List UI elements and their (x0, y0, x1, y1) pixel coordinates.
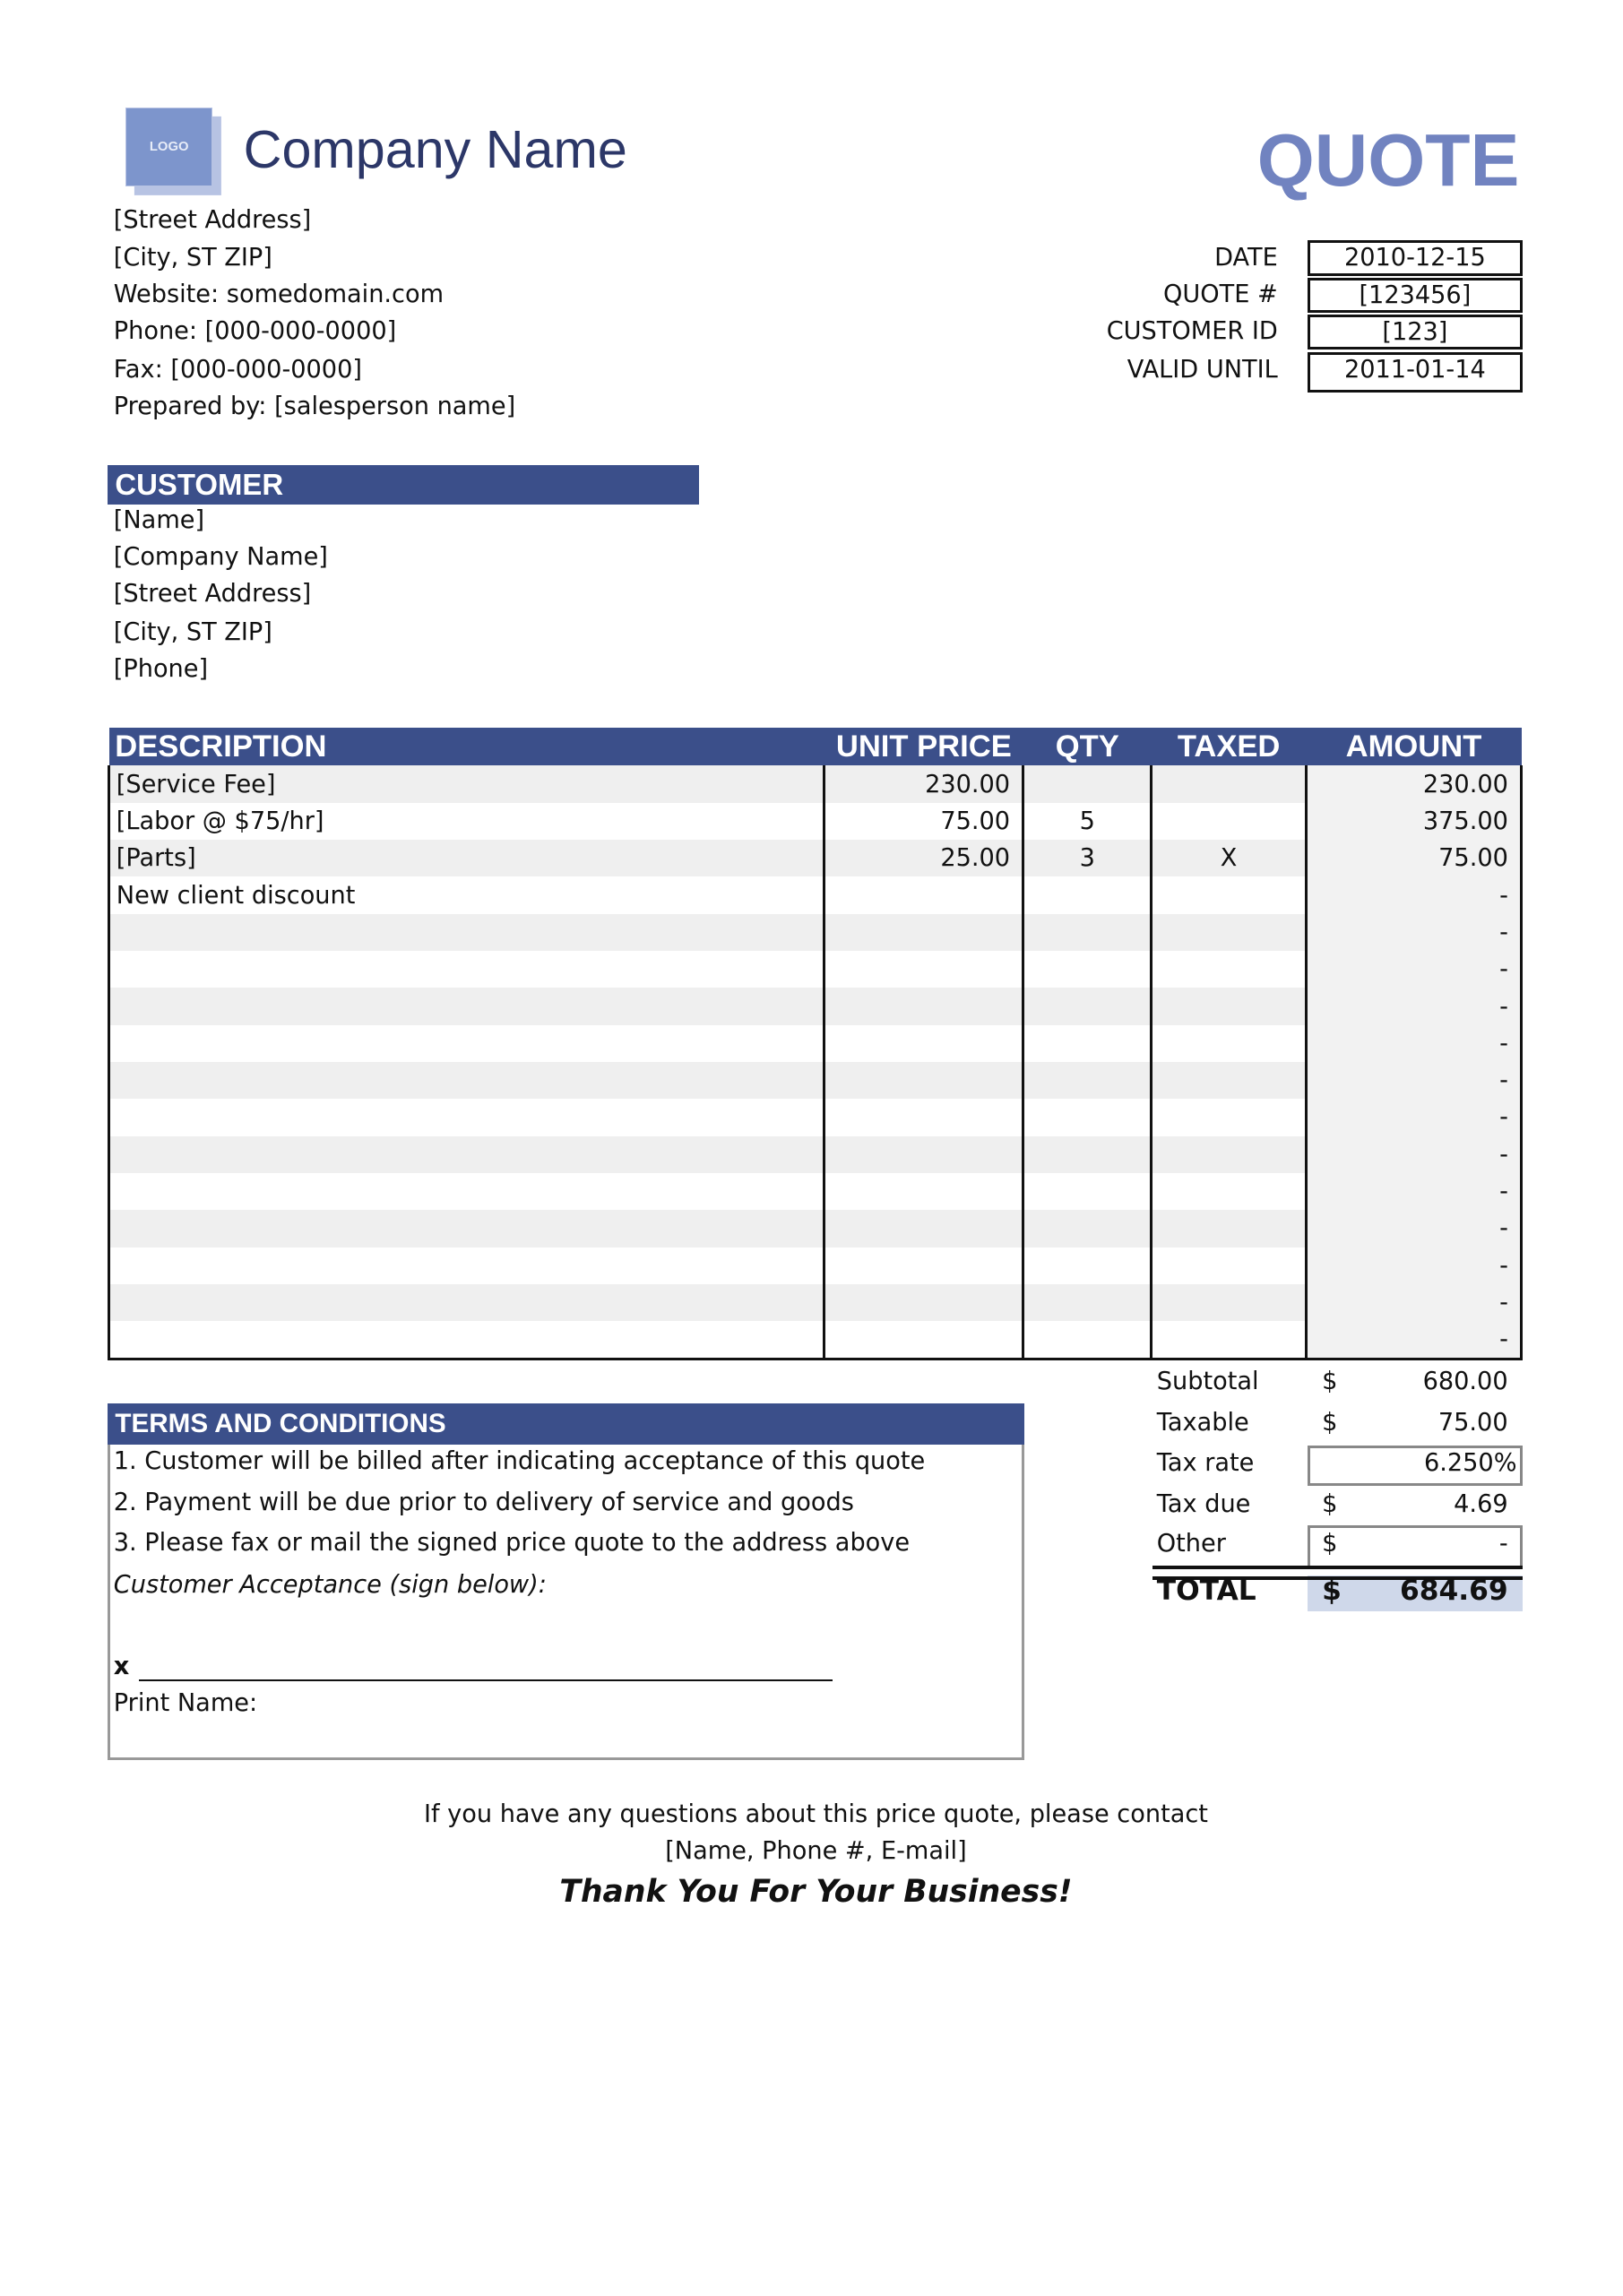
amount-cell: - (1306, 914, 1521, 951)
footer-contact-details: [Name, Phone #, E-mail] (665, 1836, 967, 1865)
description-cell[interactable]: [Parts] (109, 840, 824, 876)
header-unit-price: UNIT PRICE (824, 728, 1023, 766)
table-row (109, 1025, 1522, 1062)
table-row (109, 1321, 1522, 1359)
unit-price-cell[interactable]: 230.00 (824, 765, 1023, 802)
terms-header: TERMS AND CONDITIONS (108, 1403, 1023, 1445)
taxed-cell[interactable] (1152, 1173, 1307, 1210)
amount-cell: - (1306, 1247, 1521, 1284)
footer-contact: If you have any questions about this price quote, please contact (423, 1800, 1208, 1828)
totals-value: 6.250% (1423, 1448, 1517, 1477)
amount-cell: - (1306, 1321, 1521, 1359)
other-input-box[interactable] (1308, 1525, 1523, 1565)
qty-cell[interactable] (1023, 1321, 1152, 1359)
table-row (109, 1210, 1522, 1247)
description-cell[interactable] (109, 1099, 824, 1135)
description-cell[interactable] (109, 914, 824, 951)
amount-cell: - (1306, 1284, 1521, 1321)
customer-phone: [Phone] (113, 655, 209, 683)
amount-cell: - (1306, 988, 1521, 1024)
table-row (109, 1284, 1522, 1321)
totals-label: Tax rate (1156, 1448, 1255, 1477)
acceptance-label: Customer Acceptance (sign below): (113, 1571, 547, 1600)
totals-value: 4.69 (1454, 1489, 1508, 1518)
qty-cell[interactable] (1023, 951, 1152, 988)
unit-price-cell[interactable] (824, 1173, 1023, 1210)
table-row (109, 914, 1522, 951)
description-cell[interactable] (109, 1062, 824, 1099)
totals-label: Other (1156, 1530, 1226, 1558)
valid-until-label: VALID UNTIL (1127, 355, 1278, 384)
qty-cell[interactable] (1023, 1062, 1152, 1099)
totals-currency: $ (1322, 1574, 1342, 1607)
amount-cell: 75.00 (1306, 840, 1521, 876)
amount-cell: - (1306, 1173, 1521, 1210)
amount-cell: - (1306, 951, 1521, 988)
table-row (109, 1099, 1522, 1135)
taxed-cell[interactable] (1152, 1284, 1307, 1321)
totals-value: 680.00 (1422, 1368, 1508, 1396)
signature-line[interactable] (139, 1679, 833, 1681)
customer-section-header: CUSTOMER (108, 465, 699, 505)
qty-cell[interactable] (1023, 988, 1152, 1024)
taxed-cell[interactable] (1152, 765, 1307, 802)
logo-text: LOGO (149, 139, 189, 154)
unit-price-cell[interactable] (824, 951, 1023, 988)
table-row (109, 876, 1522, 913)
customer-street: [Street Address] (113, 580, 312, 609)
quote-number-field[interactable]: [123456] (1308, 278, 1523, 314)
description-cell[interactable] (109, 1247, 824, 1284)
unit-price-cell[interactable] (824, 1247, 1023, 1284)
amount-cell: - (1306, 1136, 1521, 1173)
company-street: [Street Address] (113, 206, 312, 235)
qty-cell[interactable] (1023, 1173, 1152, 1210)
print-name-label: Print Name: (113, 1689, 258, 1718)
table-row (109, 765, 1522, 802)
table-row (109, 1247, 1522, 1284)
unit-price-cell[interactable] (824, 1210, 1023, 1247)
unit-price-cell[interactable] (824, 1321, 1023, 1359)
unit-price-cell[interactable] (824, 1025, 1023, 1062)
taxed-cell[interactable] (1152, 1025, 1307, 1062)
header-taxed: TAXED (1152, 728, 1307, 766)
qty-cell[interactable] (1023, 1136, 1152, 1173)
taxed-cell[interactable] (1152, 1321, 1307, 1359)
amount-cell: 375.00 (1306, 803, 1521, 840)
totals-label: Taxable (1156, 1409, 1249, 1437)
quote-number-label: QUOTE # (1163, 280, 1278, 308)
description-cell[interactable]: [Labor @ $75/hr] (109, 803, 824, 840)
description-cell[interactable] (109, 1210, 824, 1247)
totals-value: 684.69 (1399, 1574, 1508, 1607)
document-title: QUOTE (1256, 118, 1520, 202)
description-cell[interactable] (109, 951, 824, 988)
prepared-by: Prepared by: [salesperson name] (113, 392, 516, 420)
totals-currency: $ (1322, 1489, 1338, 1518)
logo-image (125, 108, 212, 186)
amount-cell: - (1306, 1099, 1521, 1135)
unit-price-cell[interactable] (824, 914, 1023, 951)
signature-x: x (113, 1652, 130, 1680)
amount-cell: - (1306, 1210, 1521, 1247)
taxed-cell[interactable] (1152, 951, 1307, 988)
description-cell[interactable] (109, 1136, 824, 1173)
valid-until-field[interactable]: 2011-01-14 (1308, 352, 1523, 392)
company-name: Company Name (243, 118, 627, 179)
taxed-cell[interactable] (1152, 1136, 1307, 1173)
taxed-cell[interactable]: X (1152, 840, 1307, 876)
footer-thanks: Thank You For Your Business! (559, 1873, 1073, 1910)
qty-cell[interactable] (1023, 1025, 1152, 1062)
line-items-table (108, 728, 1523, 1361)
customer-id-label: CUSTOMER ID (1106, 316, 1278, 345)
company-city: [City, ST ZIP] (113, 243, 272, 272)
table-row (109, 803, 1522, 840)
totals-label: Subtotal (1156, 1368, 1259, 1396)
taxed-cell[interactable] (1152, 1062, 1307, 1099)
table-row (109, 1173, 1522, 1210)
totals-label: Tax due (1156, 1489, 1251, 1518)
unit-price-cell[interactable] (824, 1284, 1023, 1321)
terms-item: 1. Customer will be billed after indicating acceptance of this quote (113, 1447, 926, 1476)
description-cell[interactable] (109, 1284, 824, 1321)
taxed-cell[interactable] (1152, 876, 1307, 913)
totals-currency: $ (1322, 1409, 1338, 1437)
table-row (109, 1062, 1522, 1099)
terms-item: 2. Payment will be due prior to delivery of service and goods (113, 1489, 854, 1517)
unit-price-cell[interactable] (824, 988, 1023, 1024)
unit-price-cell[interactable] (824, 1099, 1023, 1135)
amount-cell: - (1306, 1025, 1521, 1062)
customer-company: [Company Name] (113, 542, 328, 571)
qty-cell[interactable]: 3 (1023, 840, 1152, 876)
qty-cell[interactable] (1023, 1210, 1152, 1247)
header-amount: AMOUNT (1306, 728, 1521, 766)
qty-cell[interactable] (1023, 765, 1152, 802)
qty-cell[interactable] (1023, 876, 1152, 913)
company-fax: Fax: [000-000-0000] (113, 355, 362, 384)
unit-price-cell[interactable] (824, 1062, 1023, 1099)
table-row (109, 840, 1522, 876)
qty-cell[interactable] (1023, 1284, 1152, 1321)
amount-cell: - (1306, 876, 1521, 913)
taxed-cell[interactable] (1152, 988, 1307, 1024)
qty-cell[interactable] (1023, 1099, 1152, 1135)
description-cell[interactable] (109, 988, 824, 1024)
taxed-cell[interactable] (1152, 1099, 1307, 1135)
company-website: Website: somedomain.com (113, 280, 445, 308)
header-description: DESCRIPTION (109, 728, 824, 766)
taxed-cell[interactable] (1152, 1210, 1307, 1247)
customer-name: [Name] (113, 505, 205, 534)
unit-price-cell[interactable]: 25.00 (824, 840, 1023, 876)
description-cell[interactable] (109, 1321, 824, 1359)
totals-value: 75.00 (1437, 1409, 1508, 1437)
terms-item: 3. Please fax or mail the signed price quote to the address above (113, 1528, 911, 1557)
totals-currency: $ (1322, 1368, 1338, 1396)
date-label: DATE (1214, 243, 1278, 272)
table-row (109, 988, 1522, 1024)
description-cell[interactable]: [Service Fee] (109, 765, 824, 802)
totals-label: TOTAL (1156, 1574, 1256, 1607)
header-qty: QTY (1023, 728, 1152, 766)
taxed-cell[interactable] (1152, 1247, 1307, 1284)
table-row (109, 1136, 1522, 1173)
taxed-cell[interactable] (1152, 803, 1307, 840)
customer-id-field[interactable]: [123] (1308, 315, 1523, 350)
amount-cell: - (1306, 1062, 1521, 1099)
company-phone: Phone: [000-000-0000] (113, 316, 397, 345)
totals-value: - (1498, 1530, 1508, 1558)
qty-cell[interactable] (1023, 1247, 1152, 1284)
date-field[interactable]: 2010-12-15 (1308, 240, 1523, 276)
customer-city: [City, ST ZIP] (113, 617, 272, 646)
unit-price-cell[interactable]: 75.00 (824, 803, 1023, 840)
table-row (109, 951, 1522, 988)
description-cell[interactable]: New client discount (109, 876, 824, 913)
description-cell[interactable] (109, 1173, 824, 1210)
taxed-cell[interactable] (1152, 914, 1307, 951)
description-cell[interactable] (109, 1025, 824, 1062)
unit-price-cell[interactable] (824, 876, 1023, 913)
totals-currency: $ (1322, 1530, 1338, 1558)
qty-cell[interactable] (1023, 914, 1152, 951)
amount-cell: 230.00 (1306, 765, 1521, 802)
qty-cell[interactable]: 5 (1023, 803, 1152, 840)
unit-price-cell[interactable] (824, 1136, 1023, 1173)
